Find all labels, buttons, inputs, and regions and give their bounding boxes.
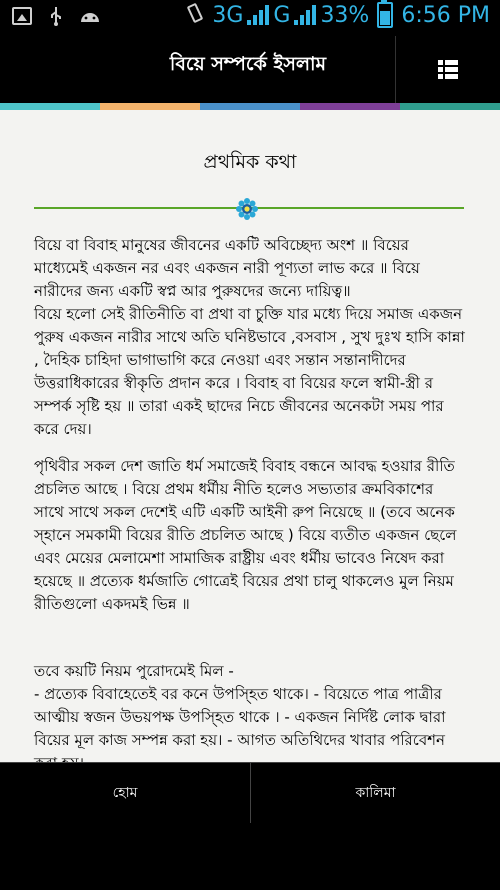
signal-icon: [247, 5, 269, 25]
vibrate-icon: [186, 3, 204, 28]
color-strip-segment: [0, 103, 100, 110]
list-menu-icon: [438, 60, 458, 79]
tab-kalima[interactable]: কালিমা: [250, 763, 500, 823]
color-strip-segment: [400, 103, 500, 110]
article-paragraph: তবে কয়টি নিয়ম পুরোদমেই মিল - - প্রত্যেক বিবাহেতেই বর কনে উপস্হিত থাকে। - বিয়েতে পাত্র পাত্রীর আত্মীয় স্বজন উভয়পক্ষ উপস্হিত থাকে । - একজন নির্দিষ্ট লোক দ্বারা বিয়ের মূল কাজ সম্পন্ন করা হয়। - আগত অতিথিদের খাবার পরিবেশন: [34, 662, 446, 749]
notification-icons: [12, 6, 100, 26]
android-icon: [80, 6, 100, 26]
status-bar: [0, 0, 500, 36]
color-strip-segment: [300, 103, 400, 110]
color-strip-segment: [100, 103, 200, 110]
clock: 6:56 PM: [401, 2, 490, 28]
article-paragraph: পৃথিবীর সকল দেশ জাতি ধর্ম সমাজেই বিবাহ বন্ধনে আবদ্ধ হওয়ার রীতি প্রচলিত আছে । বিয়ে প্রথম ধর্মীয় নীতি হলেও সভ্যতার ক্রমবিকাশের সাথে সাথে সকল দেশেই এটি একটি আইনী রুপ নিয়েছে ॥ (তবে অনেক স্হানে সমকামী বিয়ের রীতি প্রচলিত আছে ) বিয়ে ব্যতীত একজন ছেলে এবং মেয়ের মেলামেশা সামাজিক রাষ্ট্রীয় এবং ধর্মীয় ভাবেও নিষেদ করা হয়েছে ॥ প্রত্যেক ধর্মজাতি গোত্রেই বিয়ের প্রথা চালু থাকলেও মুল নিয়ম রীতিগুলো একদমই ভিন্ন ॥: [34, 457, 457, 613]
signal-icon: [294, 5, 316, 25]
section-title: প্রথমিক কথা: [203, 151, 297, 173]
bottom-nav: [0, 762, 500, 890]
system-indicators: [186, 2, 490, 28]
color-strip: [0, 103, 500, 110]
article-content[interactable]: [0, 110, 500, 762]
app-header: [0, 36, 500, 103]
tab-home[interactable]: হোম: [112, 785, 138, 801]
list-menu-button[interactable]: [395, 36, 500, 103]
network-3g-label: 3G: [212, 2, 244, 28]
color-strip-segment: [200, 103, 300, 110]
article-paragraph: বিয়ে বা বিবাহ মানুষের জীবনের একটি অবিচ্ছেদ্য অংশ ॥ বিয়ের মাধ্যেমেই একজন নর এবং একজন নারী পূণ্যতা লাভ করে ॥ বিয়ে নারীদের জন্য একটি স্বপ্ন আর পুরুষদের জন্যে দায়িত্ব॥ বিয়ে হলো সেই রীতিনীতি বা প্রথা বা চুক্তি যার মধ্যে দিয়ে সমাজ একজন পুরুষ একজন নারীর সাথে অতি ঘনিষ্টভাবে ,বসবাস , সুখ দুঃখ হাসি কান্না , দৈহিক চাহিদা ভাগাভাগি করে নেওয়া এবং সন্তান সন্তানাদীদের উত্তরাধিকারের স্বীকৃতি প্রদান করে । বিবাহ বা বিয়ের ফলে স্বামী-স্ত্রী র সম্পর্ক সৃষ্টি হয় ॥ তারা একই ছাদের নিচে জীবনের অনেকটা সময় পার করে দেয়।: [34, 236, 465, 438]
app-title: বিয়ে সম্পর্কে ইসলাম: [169, 53, 327, 75]
flower-ornament-icon: [235, 197, 259, 221]
battery-icon: [377, 2, 393, 28]
image-icon: [12, 6, 32, 26]
network-g-label: G: [273, 2, 291, 28]
usb-icon: [46, 6, 66, 26]
battery-percent: 33%: [320, 2, 370, 28]
